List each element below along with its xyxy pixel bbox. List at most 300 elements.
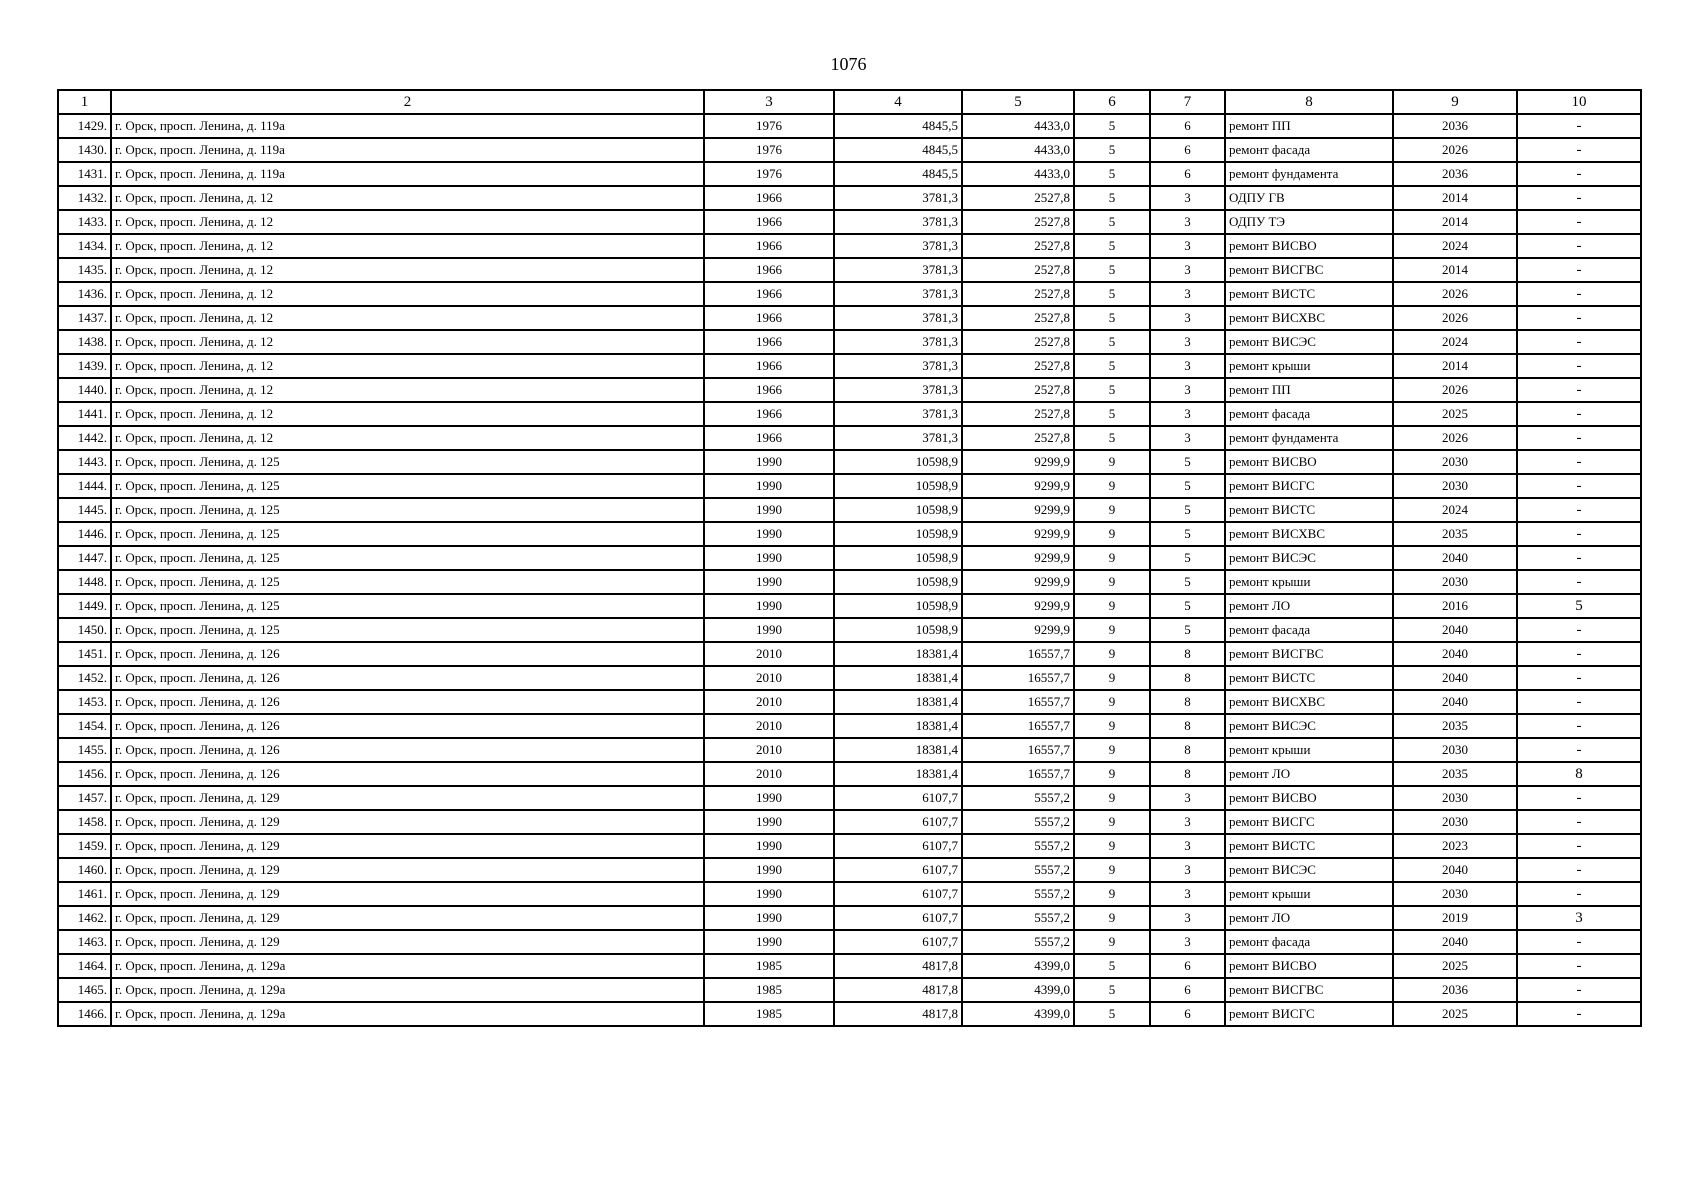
floors-cell: 5	[1074, 282, 1150, 306]
column-10-cell: -	[1517, 306, 1641, 330]
planned-year-cell: 2023	[1393, 834, 1517, 858]
address-cell: г. Орск, просп. Ленина, д. 12	[111, 306, 704, 330]
total-area-cell: 4845,5	[834, 138, 962, 162]
column-10-cell: -	[1517, 858, 1641, 882]
planned-year-cell: 2030	[1393, 786, 1517, 810]
living-area-cell: 2527,8	[962, 354, 1074, 378]
total-area-cell: 3781,3	[834, 330, 962, 354]
total-area-cell: 6107,7	[834, 906, 962, 930]
year-built-cell: 1990	[704, 930, 834, 954]
work-type-cell: ремонт ВИСВО	[1225, 786, 1393, 810]
floors-cell: 9	[1074, 690, 1150, 714]
entrances-cell: 3	[1150, 258, 1225, 282]
entrances-cell: 6	[1150, 162, 1225, 186]
work-type-cell: ремонт ВИСЭС	[1225, 330, 1393, 354]
address-cell: г. Орск, просп. Ленина, д. 126	[111, 642, 704, 666]
total-area-cell: 10598,9	[834, 498, 962, 522]
row-number-cell: 1431.	[58, 162, 111, 186]
planned-year-cell: 2026	[1393, 138, 1517, 162]
year-built-cell: 1990	[704, 594, 834, 618]
row-number-cell: 1457.	[58, 786, 111, 810]
year-built-cell: 1990	[704, 882, 834, 906]
table-row	[58, 210, 1641, 234]
entrances-cell: 3	[1150, 330, 1225, 354]
row-number-cell: 1452.	[58, 666, 111, 690]
work-type-cell: ремонт ВИСГВС	[1225, 258, 1393, 282]
planned-year-cell: 2014	[1393, 210, 1517, 234]
living-area-cell: 9299,9	[962, 618, 1074, 642]
work-type-cell: ремонт ВИСЭС	[1225, 858, 1393, 882]
floors-cell: 5	[1074, 138, 1150, 162]
year-built-cell: 1990	[704, 618, 834, 642]
work-type-cell: ремонт фундамента	[1225, 162, 1393, 186]
year-built-cell: 2010	[704, 762, 834, 786]
row-number-cell: 1450.	[58, 618, 111, 642]
column-10-cell: -	[1517, 210, 1641, 234]
row-number-cell: 1443.	[58, 450, 111, 474]
entrances-cell: 5	[1150, 546, 1225, 570]
year-built-cell: 1976	[704, 138, 834, 162]
row-number-cell: 1440.	[58, 378, 111, 402]
total-area-cell: 6107,7	[834, 834, 962, 858]
planned-year-cell: 2040	[1393, 666, 1517, 690]
work-type-cell: ремонт ВИСХВС	[1225, 690, 1393, 714]
entrances-cell: 3	[1150, 354, 1225, 378]
table-row	[58, 354, 1641, 378]
floors-cell: 5	[1074, 426, 1150, 450]
planned-year-cell: 2040	[1393, 858, 1517, 882]
work-type-cell: ремонт ВИСВО	[1225, 954, 1393, 978]
year-built-cell: 1976	[704, 114, 834, 138]
column-10-cell: -	[1517, 234, 1641, 258]
work-type-cell: ремонт ВИСЭС	[1225, 714, 1393, 738]
table-row	[58, 714, 1641, 738]
entrances-cell: 3	[1150, 906, 1225, 930]
year-built-cell: 2010	[704, 642, 834, 666]
registry-table	[57, 89, 1642, 1027]
row-number-cell: 1464.	[58, 954, 111, 978]
table-row	[58, 474, 1641, 498]
table-row	[58, 738, 1641, 762]
column-10-cell: -	[1517, 618, 1641, 642]
total-area-cell: 3781,3	[834, 234, 962, 258]
living-area-cell: 2527,8	[962, 210, 1074, 234]
living-area-cell: 4399,0	[962, 954, 1074, 978]
work-type-cell: ремонт ЛО	[1225, 762, 1393, 786]
table-row	[58, 570, 1641, 594]
row-number-cell: 1438.	[58, 330, 111, 354]
floors-cell: 9	[1074, 738, 1150, 762]
floors-cell: 5	[1074, 978, 1150, 1002]
table-row	[58, 930, 1641, 954]
planned-year-cell: 2014	[1393, 186, 1517, 210]
work-type-cell: ремонт ВИСГВС	[1225, 642, 1393, 666]
floors-cell: 9	[1074, 522, 1150, 546]
total-area-cell: 3781,3	[834, 186, 962, 210]
table-row	[58, 330, 1641, 354]
floors-cell: 9	[1074, 594, 1150, 618]
address-cell: г. Орск, просп. Ленина, д. 125	[111, 570, 704, 594]
row-number-cell: 1465.	[58, 978, 111, 1002]
column-10-cell: -	[1517, 258, 1641, 282]
table-row	[58, 690, 1641, 714]
planned-year-cell: 2025	[1393, 402, 1517, 426]
entrances-cell: 5	[1150, 450, 1225, 474]
total-area-cell: 6107,7	[834, 882, 962, 906]
work-type-cell: ремонт ВИСТС	[1225, 666, 1393, 690]
total-area-cell: 10598,9	[834, 546, 962, 570]
address-cell: г. Орск, просп. Ленина, д. 12	[111, 282, 704, 306]
column-10-cell: -	[1517, 474, 1641, 498]
address-cell: г. Орск, просп. Ленина, д. 125	[111, 450, 704, 474]
table-row	[58, 618, 1641, 642]
column-10-cell: -	[1517, 1002, 1641, 1026]
entrances-cell: 5	[1150, 474, 1225, 498]
total-area-cell: 3781,3	[834, 282, 962, 306]
year-built-cell: 1990	[704, 834, 834, 858]
work-type-cell: ремонт ВИСТС	[1225, 834, 1393, 858]
total-area-cell: 3781,3	[834, 426, 962, 450]
column-header: 8	[1225, 90, 1393, 114]
entrances-cell: 5	[1150, 618, 1225, 642]
floors-cell: 9	[1074, 810, 1150, 834]
work-type-cell: ОДПУ ГВ	[1225, 186, 1393, 210]
living-area-cell: 5557,2	[962, 906, 1074, 930]
table-row	[58, 114, 1641, 138]
entrances-cell: 3	[1150, 186, 1225, 210]
living-area-cell: 9299,9	[962, 594, 1074, 618]
floors-cell: 9	[1074, 666, 1150, 690]
row-number-cell: 1435.	[58, 258, 111, 282]
planned-year-cell: 2026	[1393, 378, 1517, 402]
entrances-cell: 5	[1150, 594, 1225, 618]
entrances-cell: 8	[1150, 762, 1225, 786]
living-area-cell: 16557,7	[962, 762, 1074, 786]
work-type-cell: ремонт ВИСВО	[1225, 234, 1393, 258]
row-number-cell: 1455.	[58, 738, 111, 762]
address-cell: г. Орск, просп. Ленина, д. 12	[111, 354, 704, 378]
column-header: 3	[704, 90, 834, 114]
total-area-cell: 10598,9	[834, 570, 962, 594]
entrances-cell: 6	[1150, 138, 1225, 162]
entrances-cell: 3	[1150, 810, 1225, 834]
year-built-cell: 2010	[704, 714, 834, 738]
address-cell: г. Орск, просп. Ленина, д. 12	[111, 426, 704, 450]
column-header: 10	[1517, 90, 1641, 114]
planned-year-cell: 2035	[1393, 714, 1517, 738]
row-number-cell: 1453.	[58, 690, 111, 714]
work-type-cell: ОДПУ ТЭ	[1225, 210, 1393, 234]
entrances-cell: 3	[1150, 210, 1225, 234]
entrances-cell: 3	[1150, 786, 1225, 810]
column-10-cell: -	[1517, 402, 1641, 426]
table-row	[58, 258, 1641, 282]
column-10-cell: -	[1517, 738, 1641, 762]
entrances-cell: 3	[1150, 834, 1225, 858]
row-number-cell: 1448.	[58, 570, 111, 594]
living-area-cell: 16557,7	[962, 690, 1074, 714]
row-number-cell: 1462.	[58, 906, 111, 930]
floors-cell: 9	[1074, 834, 1150, 858]
row-number-cell: 1434.	[58, 234, 111, 258]
entrances-cell: 8	[1150, 690, 1225, 714]
address-cell: г. Орск, просп. Ленина, д. 129	[111, 810, 704, 834]
planned-year-cell: 2040	[1393, 546, 1517, 570]
living-area-cell: 2527,8	[962, 378, 1074, 402]
year-built-cell: 1966	[704, 258, 834, 282]
address-cell: г. Орск, просп. Ленина, д. 12	[111, 186, 704, 210]
column-10-cell: -	[1517, 138, 1641, 162]
year-built-cell: 1990	[704, 810, 834, 834]
table-row	[58, 306, 1641, 330]
year-built-cell: 1966	[704, 282, 834, 306]
living-area-cell: 9299,9	[962, 498, 1074, 522]
work-type-cell: ремонт ВИСЭС	[1225, 546, 1393, 570]
living-area-cell: 4399,0	[962, 1002, 1074, 1026]
column-10-cell: 8	[1517, 762, 1641, 786]
total-area-cell: 4845,5	[834, 114, 962, 138]
total-area-cell: 10598,9	[834, 594, 962, 618]
table-row	[58, 834, 1641, 858]
column-10-cell: -	[1517, 666, 1641, 690]
column-header: 7	[1150, 90, 1225, 114]
floors-cell: 9	[1074, 570, 1150, 594]
year-built-cell: 1966	[704, 402, 834, 426]
entrances-cell: 8	[1150, 642, 1225, 666]
table-row	[58, 450, 1641, 474]
planned-year-cell: 2030	[1393, 810, 1517, 834]
table-row	[58, 282, 1641, 306]
total-area-cell: 3781,3	[834, 378, 962, 402]
work-type-cell: ремонт ВИСГВС	[1225, 978, 1393, 1002]
row-number-cell: 1444.	[58, 474, 111, 498]
entrances-cell: 3	[1150, 402, 1225, 426]
living-area-cell: 4433,0	[962, 162, 1074, 186]
table-row	[58, 906, 1641, 930]
living-area-cell: 2527,8	[962, 234, 1074, 258]
column-10-cell: -	[1517, 834, 1641, 858]
column-10-cell: -	[1517, 786, 1641, 810]
floors-cell: 9	[1074, 642, 1150, 666]
floors-cell: 5	[1074, 402, 1150, 426]
page-number: 1076	[830, 54, 867, 74]
planned-year-cell: 2024	[1393, 234, 1517, 258]
work-type-cell: ремонт ПП	[1225, 114, 1393, 138]
total-area-cell: 4817,8	[834, 954, 962, 978]
year-built-cell: 2010	[704, 738, 834, 762]
year-built-cell: 1966	[704, 330, 834, 354]
work-type-cell: ремонт ЛО	[1225, 906, 1393, 930]
column-10-cell: -	[1517, 426, 1641, 450]
address-cell: г. Орск, просп. Ленина, д. 129	[111, 930, 704, 954]
floors-cell: 5	[1074, 234, 1150, 258]
work-type-cell: ремонт ВИСХВС	[1225, 522, 1393, 546]
table-row	[58, 426, 1641, 450]
living-area-cell: 5557,2	[962, 810, 1074, 834]
total-area-cell: 4817,8	[834, 1002, 962, 1026]
planned-year-cell: 2030	[1393, 474, 1517, 498]
total-area-cell: 3781,3	[834, 306, 962, 330]
address-cell: г. Орск, просп. Ленина, д. 125	[111, 618, 704, 642]
row-number-cell: 1446.	[58, 522, 111, 546]
floors-cell: 9	[1074, 474, 1150, 498]
work-type-cell: ремонт ВИСВО	[1225, 450, 1393, 474]
column-10-cell: -	[1517, 378, 1641, 402]
work-type-cell: ремонт фасада	[1225, 618, 1393, 642]
entrances-cell: 8	[1150, 714, 1225, 738]
living-area-cell: 4433,0	[962, 114, 1074, 138]
entrances-cell: 6	[1150, 978, 1225, 1002]
header-row	[58, 90, 1641, 114]
address-cell: г. Орск, просп. Ленина, д. 125	[111, 546, 704, 570]
planned-year-cell: 2024	[1393, 330, 1517, 354]
floors-cell: 5	[1074, 1002, 1150, 1026]
table-row	[58, 138, 1641, 162]
row-number-cell: 1456.	[58, 762, 111, 786]
table-row	[58, 498, 1641, 522]
address-cell: г. Орск, просп. Ленина, д. 12	[111, 330, 704, 354]
column-10-cell: -	[1517, 282, 1641, 306]
year-built-cell: 1966	[704, 234, 834, 258]
total-area-cell: 10598,9	[834, 618, 962, 642]
living-area-cell: 5557,2	[962, 834, 1074, 858]
row-number-cell: 1437.	[58, 306, 111, 330]
address-cell: г. Орск, просп. Ленина, д. 12	[111, 210, 704, 234]
column-10-cell: -	[1517, 522, 1641, 546]
entrances-cell: 3	[1150, 282, 1225, 306]
total-area-cell: 6107,7	[834, 858, 962, 882]
row-number-cell: 1449.	[58, 594, 111, 618]
row-number-cell: 1458.	[58, 810, 111, 834]
column-10-cell: -	[1517, 186, 1641, 210]
column-10-cell: -	[1517, 882, 1641, 906]
planned-year-cell: 2016	[1393, 594, 1517, 618]
planned-year-cell: 2040	[1393, 930, 1517, 954]
floors-cell: 9	[1074, 786, 1150, 810]
living-area-cell: 2527,8	[962, 282, 1074, 306]
total-area-cell: 3781,3	[834, 354, 962, 378]
address-cell: г. Орск, просп. Ленина, д. 12	[111, 378, 704, 402]
planned-year-cell: 2036	[1393, 162, 1517, 186]
total-area-cell: 4845,5	[834, 162, 962, 186]
living-area-cell: 9299,9	[962, 522, 1074, 546]
floors-cell: 5	[1074, 258, 1150, 282]
row-number-cell: 1430.	[58, 138, 111, 162]
planned-year-cell: 2030	[1393, 738, 1517, 762]
total-area-cell: 3781,3	[834, 402, 962, 426]
total-area-cell: 3781,3	[834, 258, 962, 282]
living-area-cell: 2527,8	[962, 426, 1074, 450]
table-row	[58, 762, 1641, 786]
floors-cell: 9	[1074, 882, 1150, 906]
living-area-cell: 5557,2	[962, 882, 1074, 906]
floors-cell: 9	[1074, 498, 1150, 522]
entrances-cell: 5	[1150, 570, 1225, 594]
year-built-cell: 2010	[704, 690, 834, 714]
work-type-cell: ремонт фасада	[1225, 930, 1393, 954]
column-header: 9	[1393, 90, 1517, 114]
floors-cell: 9	[1074, 618, 1150, 642]
address-cell: г. Орск, просп. Ленина, д. 119а	[111, 162, 704, 186]
year-built-cell: 1966	[704, 378, 834, 402]
address-cell: г. Орск, просп. Ленина, д. 125	[111, 522, 704, 546]
row-number-cell: 1433.	[58, 210, 111, 234]
table-row	[58, 594, 1641, 618]
column-header: 5	[962, 90, 1074, 114]
address-cell: г. Орск, просп. Ленина, д. 12	[111, 234, 704, 258]
table-row	[58, 186, 1641, 210]
table-row	[58, 522, 1641, 546]
row-number-cell: 1461.	[58, 882, 111, 906]
planned-year-cell: 2014	[1393, 354, 1517, 378]
floors-cell: 9	[1074, 858, 1150, 882]
total-area-cell: 6107,7	[834, 930, 962, 954]
living-area-cell: 2527,8	[962, 306, 1074, 330]
table-row	[58, 810, 1641, 834]
table-row	[58, 786, 1641, 810]
row-number-cell: 1442.	[58, 426, 111, 450]
entrances-cell: 6	[1150, 114, 1225, 138]
year-built-cell: 1990	[704, 474, 834, 498]
planned-year-cell: 2026	[1393, 282, 1517, 306]
work-type-cell: ремонт фасада	[1225, 138, 1393, 162]
entrances-cell: 3	[1150, 378, 1225, 402]
planned-year-cell: 2036	[1393, 114, 1517, 138]
row-number-cell: 1463.	[58, 930, 111, 954]
total-area-cell: 18381,4	[834, 738, 962, 762]
table-row	[58, 378, 1641, 402]
table-row	[58, 858, 1641, 882]
table-row	[58, 642, 1641, 666]
work-type-cell: ремонт крыши	[1225, 738, 1393, 762]
year-built-cell: 1966	[704, 306, 834, 330]
address-cell: г. Орск, просп. Ленина, д. 126	[111, 690, 704, 714]
living-area-cell: 9299,9	[962, 474, 1074, 498]
planned-year-cell: 2014	[1393, 258, 1517, 282]
address-cell: г. Орск, просп. Ленина, д. 129	[111, 834, 704, 858]
work-type-cell: ремонт ВИСГС	[1225, 810, 1393, 834]
column-10-cell: -	[1517, 978, 1641, 1002]
planned-year-cell: 2026	[1393, 426, 1517, 450]
column-10-cell: -	[1517, 642, 1641, 666]
planned-year-cell: 2025	[1393, 954, 1517, 978]
total-area-cell: 6107,7	[834, 810, 962, 834]
total-area-cell: 6107,7	[834, 786, 962, 810]
planned-year-cell: 2040	[1393, 642, 1517, 666]
address-cell: г. Орск, просп. Ленина, д. 129	[111, 858, 704, 882]
column-10-cell: -	[1517, 546, 1641, 570]
planned-year-cell: 2025	[1393, 1002, 1517, 1026]
living-area-cell: 2527,8	[962, 186, 1074, 210]
table-row	[58, 162, 1641, 186]
planned-year-cell: 2030	[1393, 450, 1517, 474]
address-cell: г. Орск, просп. Ленина, д. 125	[111, 474, 704, 498]
year-built-cell: 1985	[704, 954, 834, 978]
planned-year-cell: 2030	[1393, 882, 1517, 906]
year-built-cell: 1990	[704, 570, 834, 594]
living-area-cell: 5557,2	[962, 858, 1074, 882]
column-10-cell: -	[1517, 330, 1641, 354]
table-row	[58, 546, 1641, 570]
table-row	[58, 882, 1641, 906]
address-cell: г. Орск, просп. Ленина, д. 126	[111, 762, 704, 786]
year-built-cell: 1990	[704, 906, 834, 930]
floors-cell: 9	[1074, 930, 1150, 954]
work-type-cell: ремонт фундамента	[1225, 426, 1393, 450]
total-area-cell: 18381,4	[834, 642, 962, 666]
total-area-cell: 18381,4	[834, 714, 962, 738]
year-built-cell: 1990	[704, 546, 834, 570]
